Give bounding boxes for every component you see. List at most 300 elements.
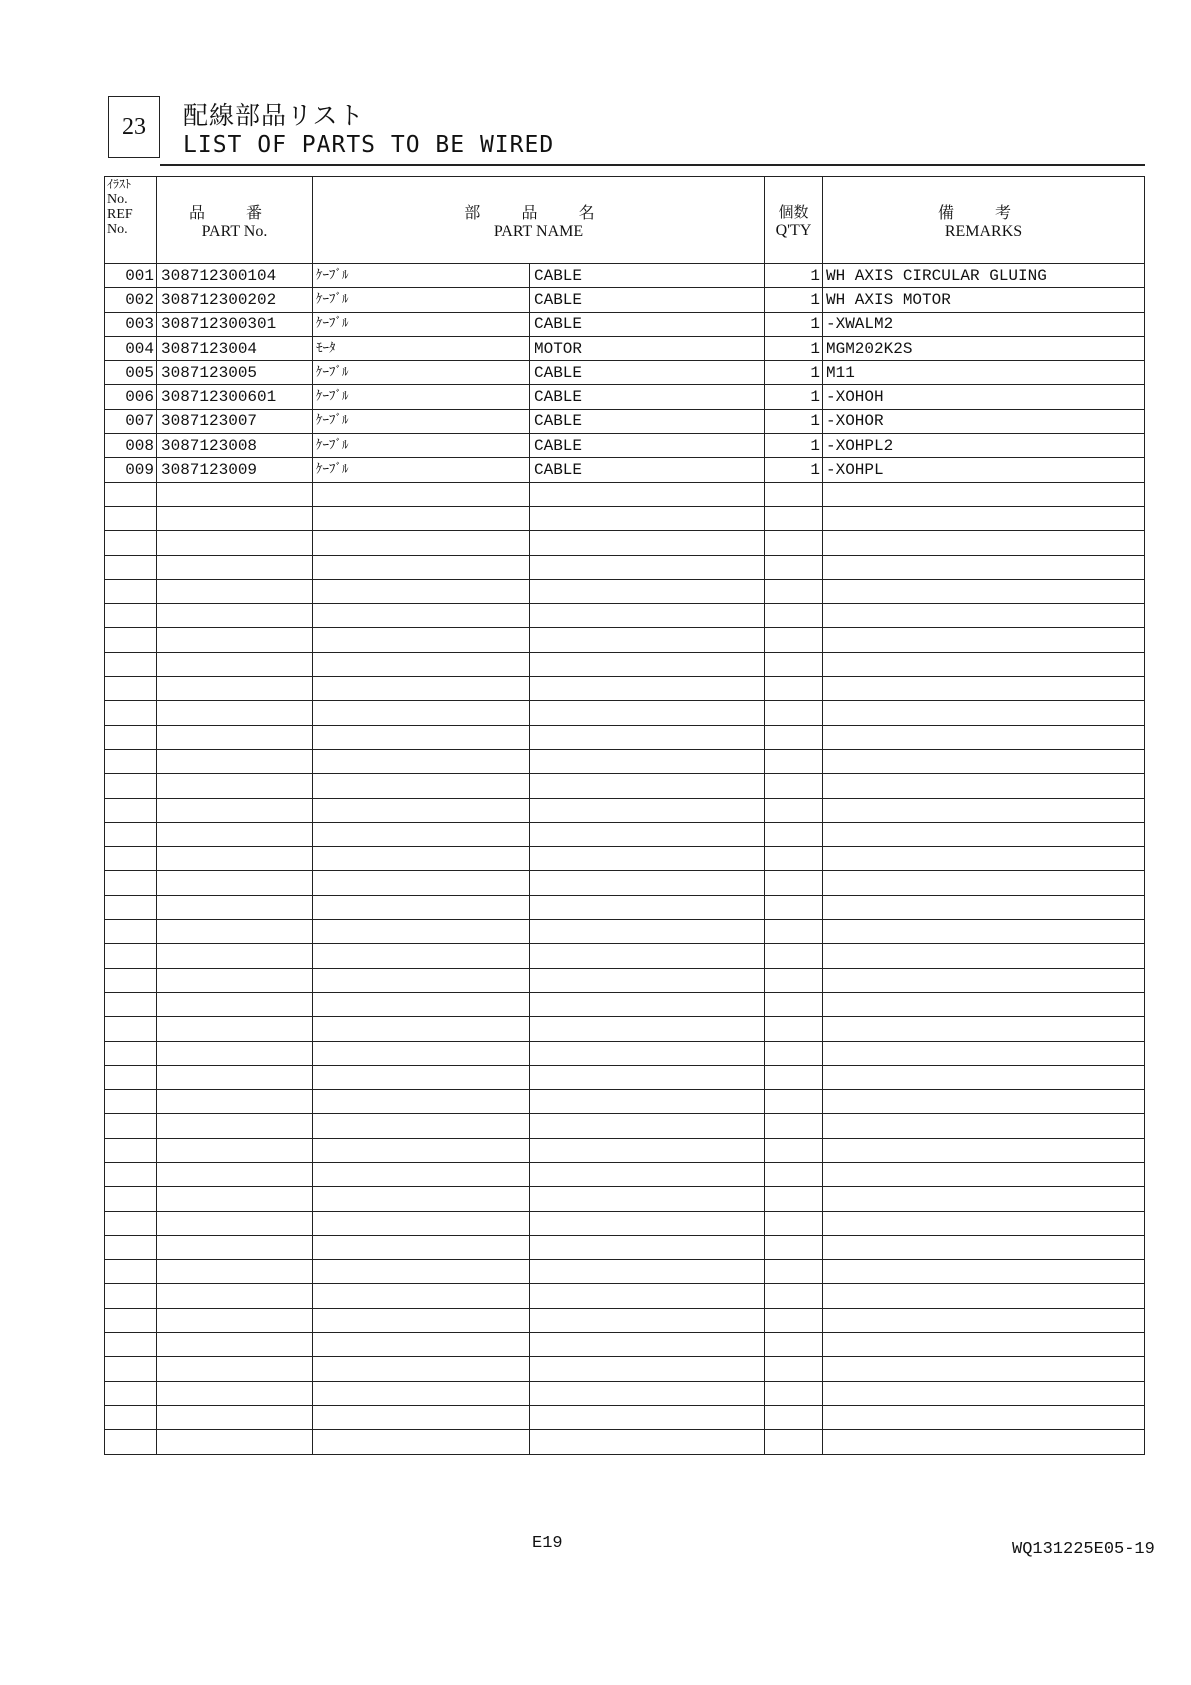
qty-cell: 1 <box>765 264 823 288</box>
part-no-cell <box>157 871 313 895</box>
part-name-jp-cell <box>313 1211 530 1235</box>
table-row <box>105 458 1145 482</box>
empty-table-row <box>105 701 1145 725</box>
empty-table-row <box>105 725 1145 749</box>
qty-cell <box>765 1211 823 1235</box>
title-japanese: 配線部品リスト <box>183 101 365 130</box>
ref-cell <box>105 1405 157 1429</box>
part-name-jp-cell <box>313 1065 530 1089</box>
part-name-en-cell: CABLE <box>530 409 765 433</box>
part-no-cell <box>157 1041 313 1065</box>
remarks-cell: WH AXIS MOTOR <box>823 288 1145 312</box>
part-name-en-cell <box>530 725 765 749</box>
qty-cell: 1 <box>765 312 823 336</box>
ref-cell <box>105 1430 157 1454</box>
part-name-jp-cell <box>313 1357 530 1381</box>
qty-cell <box>765 1284 823 1308</box>
ref-cell <box>105 628 157 652</box>
part-name-en-cell <box>530 531 765 555</box>
part-name-en-cell <box>530 1162 765 1186</box>
qty-cell: 1 <box>765 409 823 433</box>
remarks-cell <box>823 482 1145 506</box>
part-name-jp-cell <box>313 677 530 701</box>
remarks-cell: -XWALM2 <box>823 312 1145 336</box>
part-name-en-cell <box>530 1284 765 1308</box>
empty-table-row <box>105 579 1145 603</box>
part-name-en-cell <box>530 555 765 579</box>
empty-table-row <box>105 1114 1145 1138</box>
part-no-cell: 308712300104 <box>157 264 313 288</box>
empty-table-row <box>105 604 1145 628</box>
part-no-cell <box>157 1065 313 1089</box>
qty-cell <box>765 482 823 506</box>
header-remarks-jp: 備 考 <box>937 202 1030 222</box>
part-name-jp-cell <box>313 1138 530 1162</box>
remarks-cell <box>823 1090 1145 1114</box>
part-name-en-cell <box>530 1235 765 1259</box>
remarks-cell <box>823 604 1145 628</box>
part-name-en-cell <box>530 798 765 822</box>
part-name-jp-cell: ｹｰﾌﾞﾙ <box>313 288 530 312</box>
qty-cell <box>765 506 823 530</box>
ref-cell <box>105 992 157 1016</box>
part-name-en-cell <box>530 701 765 725</box>
ref-cell <box>105 555 157 579</box>
ref-cell: 003 <box>105 312 157 336</box>
qty-cell <box>765 555 823 579</box>
part-name-jp-cell <box>313 555 530 579</box>
empty-table-row <box>105 822 1145 846</box>
qty-cell: 1 <box>765 361 823 385</box>
ref-cell <box>105 944 157 968</box>
qty-cell <box>765 895 823 919</box>
part-no-cell <box>157 1017 313 1041</box>
qty-cell <box>765 944 823 968</box>
part-name-jp-cell <box>313 1090 530 1114</box>
part-name-jp-cell <box>313 944 530 968</box>
qty-cell <box>765 652 823 676</box>
remarks-cell <box>823 1114 1145 1138</box>
part-no-cell <box>157 482 313 506</box>
part-name-en-cell <box>530 1381 765 1405</box>
qty-cell <box>765 1017 823 1041</box>
part-name-en-cell <box>530 628 765 652</box>
qty-cell: 1 <box>765 336 823 360</box>
part-no-cell <box>157 749 313 773</box>
part-name-jp-cell <box>313 725 530 749</box>
part-name-en-cell <box>530 506 765 530</box>
part-name-jp-cell <box>313 822 530 846</box>
part-no-cell <box>157 1405 313 1429</box>
qty-cell <box>765 774 823 798</box>
part-name-jp-cell <box>313 652 530 676</box>
qty-cell <box>765 725 823 749</box>
remarks-cell <box>823 628 1145 652</box>
table-row <box>105 288 1145 312</box>
part-no-cell <box>157 1162 313 1186</box>
qty-cell <box>765 822 823 846</box>
header-part-name-en: PART NAME <box>493 222 584 240</box>
remarks-cell: -XOHPL <box>823 458 1145 482</box>
part-name-en-cell <box>530 1333 765 1357</box>
ref-cell <box>105 1114 157 1138</box>
part-no-cell <box>157 920 313 944</box>
part-name-en-cell <box>530 895 765 919</box>
part-no-cell <box>157 604 313 628</box>
qty-cell <box>765 798 823 822</box>
part-no-cell: 3087123007 <box>157 409 313 433</box>
empty-table-row <box>105 895 1145 919</box>
ref-cell <box>105 1308 157 1332</box>
part-name-en-cell <box>530 968 765 992</box>
empty-table-row <box>105 1381 1145 1405</box>
ref-cell <box>105 506 157 530</box>
empty-table-row <box>105 920 1145 944</box>
empty-table-row <box>105 628 1145 652</box>
part-name-jp-cell <box>313 482 530 506</box>
empty-table-row <box>105 944 1145 968</box>
remarks-cell <box>823 1405 1145 1429</box>
empty-table-row <box>105 1138 1145 1162</box>
part-name-en-cell: CABLE <box>530 434 765 458</box>
part-name-en-cell <box>530 1430 765 1454</box>
header-remarks-en: REMARKS <box>944 222 1023 240</box>
title-underline <box>160 164 1145 166</box>
remarks-cell <box>823 822 1145 846</box>
part-name-en-cell <box>530 871 765 895</box>
qty-cell <box>765 992 823 1016</box>
empty-table-row <box>105 847 1145 871</box>
remarks-cell <box>823 555 1145 579</box>
ref-cell <box>105 652 157 676</box>
ref-cell <box>105 920 157 944</box>
ref-cell <box>105 604 157 628</box>
part-no-cell <box>157 555 313 579</box>
qty-cell <box>765 968 823 992</box>
part-no-cell: 3087123008 <box>157 434 313 458</box>
empty-table-row <box>105 1211 1145 1235</box>
empty-table-row <box>105 1357 1145 1381</box>
ref-cell <box>105 482 157 506</box>
empty-table-row <box>105 506 1145 530</box>
qty-cell <box>765 1138 823 1162</box>
part-name-jp-cell <box>313 1017 530 1041</box>
empty-table-row <box>105 531 1145 555</box>
part-no-cell <box>157 895 313 919</box>
remarks-cell <box>823 1211 1145 1235</box>
part-no-cell <box>157 677 313 701</box>
part-no-cell <box>157 798 313 822</box>
part-name-jp-cell <box>313 871 530 895</box>
part-no-cell <box>157 1114 313 1138</box>
ref-cell <box>105 1138 157 1162</box>
part-no-cell <box>157 1430 313 1454</box>
part-name-jp-cell <box>313 506 530 530</box>
part-name-en-cell <box>530 1017 765 1041</box>
remarks-cell <box>823 1138 1145 1162</box>
part-no-cell <box>157 1260 313 1284</box>
part-no-cell <box>157 652 313 676</box>
part-name-jp-cell: ｹｰﾌﾞﾙ <box>313 312 530 336</box>
ref-cell <box>105 871 157 895</box>
part-name-jp-cell <box>313 774 530 798</box>
remarks-cell <box>823 652 1145 676</box>
ref-cell <box>105 1017 157 1041</box>
ref-cell <box>105 1333 157 1357</box>
part-name-en-cell: CABLE <box>530 288 765 312</box>
part-no-cell <box>157 1211 313 1235</box>
qty-cell <box>765 1405 823 1429</box>
part-name-en-cell <box>530 1138 765 1162</box>
remarks-cell <box>823 895 1145 919</box>
remarks-cell: -XOHOR <box>823 409 1145 433</box>
ref-cell <box>105 822 157 846</box>
ref-cell <box>105 1284 157 1308</box>
remarks-cell <box>823 944 1145 968</box>
empty-table-row <box>105 677 1145 701</box>
part-name-jp-cell <box>313 531 530 555</box>
part-name-jp-cell <box>313 1162 530 1186</box>
part-no-cell <box>157 701 313 725</box>
part-name-en-cell <box>530 920 765 944</box>
part-no-cell <box>157 1357 313 1381</box>
part-name-jp-cell <box>313 1381 530 1405</box>
header-ref-line: No. <box>107 222 128 237</box>
qty-cell <box>765 1187 823 1211</box>
header-ref-line: ｲﾗｽﾄ <box>107 177 132 191</box>
part-name-en-cell <box>530 1187 765 1211</box>
part-name-en-cell <box>530 604 765 628</box>
remarks-cell <box>823 920 1145 944</box>
ref-cell <box>105 847 157 871</box>
ref-cell <box>105 968 157 992</box>
remarks-cell <box>823 1017 1145 1041</box>
remarks-cell <box>823 1357 1145 1381</box>
ref-cell <box>105 1357 157 1381</box>
part-no-cell <box>157 1090 313 1114</box>
ref-cell <box>105 749 157 773</box>
part-no-cell <box>157 774 313 798</box>
qty-cell <box>765 1308 823 1332</box>
qty-cell <box>765 920 823 944</box>
header-ref-no <box>105 177 157 264</box>
remarks-cell <box>823 1162 1145 1186</box>
part-no-cell <box>157 847 313 871</box>
part-no-cell <box>157 725 313 749</box>
qty-cell <box>765 701 823 725</box>
qty-cell <box>765 579 823 603</box>
part-name-en-cell <box>530 944 765 968</box>
header-part-no <box>157 177 313 264</box>
table-row <box>105 409 1145 433</box>
remarks-cell <box>823 1187 1145 1211</box>
part-name-en-cell: MOTOR <box>530 336 765 360</box>
qty-cell <box>765 531 823 555</box>
remarks-cell <box>823 968 1145 992</box>
part-name-en-cell <box>530 677 765 701</box>
remarks-cell <box>823 1430 1145 1454</box>
part-name-en-cell: CABLE <box>530 458 765 482</box>
qty-cell <box>765 1333 823 1357</box>
part-name-jp-cell <box>313 701 530 725</box>
remarks-cell <box>823 1041 1145 1065</box>
ref-cell: 004 <box>105 336 157 360</box>
qty-cell <box>765 749 823 773</box>
part-name-en-cell <box>530 847 765 871</box>
part-name-jp-cell <box>313 1284 530 1308</box>
part-name-en-cell <box>530 579 765 603</box>
remarks-cell: M11 <box>823 361 1145 385</box>
ref-cell <box>105 579 157 603</box>
page-number: E19 <box>532 1534 563 1553</box>
remarks-cell <box>823 992 1145 1016</box>
remarks-cell <box>823 1235 1145 1259</box>
ref-cell <box>105 1065 157 1089</box>
qty-cell <box>765 677 823 701</box>
part-name-jp-cell <box>313 604 530 628</box>
ref-cell <box>105 1211 157 1235</box>
qty-cell <box>765 1090 823 1114</box>
part-name-en-cell <box>530 1211 765 1235</box>
header-qty-jp: 個数 <box>778 202 809 221</box>
empty-table-row <box>105 1308 1145 1332</box>
remarks-cell <box>823 774 1145 798</box>
remarks-cell: -XOHOH <box>823 385 1145 409</box>
part-name-jp-cell <box>313 1405 530 1429</box>
remarks-cell <box>823 1381 1145 1405</box>
ref-cell <box>105 1381 157 1405</box>
part-name-en-cell <box>530 992 765 1016</box>
part-name-jp-cell: ｹｰﾌﾞﾙ <box>313 409 530 433</box>
ref-cell: 008 <box>105 434 157 458</box>
part-no-cell <box>157 1284 313 1308</box>
part-name-en-cell <box>530 652 765 676</box>
ref-cell: 001 <box>105 264 157 288</box>
header-part-no-jp: 品 番 <box>188 202 281 222</box>
ref-cell: 002 <box>105 288 157 312</box>
part-name-jp-cell <box>313 1260 530 1284</box>
part-no-cell: 308712300601 <box>157 385 313 409</box>
part-name-jp-cell: ｹｰﾌﾞﾙ <box>313 361 530 385</box>
empty-table-row <box>105 968 1145 992</box>
table-row <box>105 264 1145 288</box>
part-name-en-cell <box>530 1308 765 1332</box>
empty-table-row <box>105 1090 1145 1114</box>
qty-cell <box>765 1114 823 1138</box>
part-no-cell <box>157 1187 313 1211</box>
part-name-en-cell <box>530 1065 765 1089</box>
empty-table-row <box>105 1041 1145 1065</box>
part-name-jp-cell <box>313 1041 530 1065</box>
header-part-name <box>313 177 765 264</box>
remarks-cell: MGM202K2S <box>823 336 1145 360</box>
ref-cell <box>105 701 157 725</box>
part-name-jp-cell <box>313 1187 530 1211</box>
remarks-cell <box>823 1260 1145 1284</box>
ref-cell <box>105 1235 157 1259</box>
qty-cell <box>765 1162 823 1186</box>
qty-cell <box>765 1065 823 1089</box>
qty-cell <box>765 1357 823 1381</box>
empty-table-row <box>105 749 1145 773</box>
part-no-cell <box>157 992 313 1016</box>
part-name-en-cell <box>530 1357 765 1381</box>
part-name-jp-cell: ｹｰﾌﾞﾙ <box>313 458 530 482</box>
part-name-jp-cell <box>313 798 530 822</box>
part-name-en-cell <box>530 1090 765 1114</box>
document-code: WQ131225E05-19 <box>1012 1540 1155 1559</box>
empty-table-row <box>105 1065 1145 1089</box>
part-name-jp-cell <box>313 579 530 603</box>
remarks-cell <box>823 506 1145 530</box>
empty-table-row <box>105 1405 1145 1429</box>
part-name-jp-cell <box>313 628 530 652</box>
ref-cell <box>105 677 157 701</box>
remarks-cell <box>823 701 1145 725</box>
remarks-cell <box>823 1333 1145 1357</box>
part-name-en-cell <box>530 774 765 798</box>
ref-cell <box>105 798 157 822</box>
header-ref-line: No. <box>107 192 128 207</box>
section-number: 23 <box>108 96 160 158</box>
part-name-jp-cell: ｹｰﾌﾞﾙ <box>313 264 530 288</box>
ref-cell <box>105 1090 157 1114</box>
qty-cell <box>765 1041 823 1065</box>
part-name-jp-cell: ｹｰﾌﾞﾙ <box>313 434 530 458</box>
ref-cell: 009 <box>105 458 157 482</box>
ref-cell <box>105 725 157 749</box>
part-name-jp-cell <box>313 992 530 1016</box>
remarks-cell <box>823 847 1145 871</box>
empty-table-row <box>105 1430 1145 1454</box>
table-row <box>105 361 1145 385</box>
empty-table-row <box>105 1187 1145 1211</box>
remarks-cell: WH AXIS CIRCULAR GLUING <box>823 264 1145 288</box>
part-name-jp-cell <box>313 1333 530 1357</box>
empty-table-row <box>105 555 1145 579</box>
part-no-cell <box>157 1138 313 1162</box>
part-name-en-cell: CABLE <box>530 361 765 385</box>
empty-table-row <box>105 1162 1145 1186</box>
part-no-cell <box>157 1333 313 1357</box>
part-no-cell <box>157 944 313 968</box>
table-row <box>105 336 1145 360</box>
header-part-name-jp: 部 品 名 <box>464 202 613 222</box>
part-no-cell: 308712300301 <box>157 312 313 336</box>
qty-cell: 1 <box>765 288 823 312</box>
qty-cell <box>765 871 823 895</box>
table-row <box>105 385 1145 409</box>
qty-cell <box>765 604 823 628</box>
ref-cell: 006 <box>105 385 157 409</box>
empty-table-row <box>105 1017 1145 1041</box>
ref-cell <box>105 1260 157 1284</box>
part-name-en-cell: CABLE <box>530 312 765 336</box>
ref-cell <box>105 531 157 555</box>
part-name-jp-cell: ﾓｰﾀ <box>313 336 530 360</box>
empty-table-row <box>105 482 1145 506</box>
part-name-jp-cell: ｹｰﾌﾞﾙ <box>313 385 530 409</box>
part-name-jp-cell <box>313 749 530 773</box>
ref-cell <box>105 1162 157 1186</box>
empty-table-row <box>105 992 1145 1016</box>
remarks-cell <box>823 1308 1145 1332</box>
part-no-cell <box>157 531 313 555</box>
part-name-jp-cell <box>313 1114 530 1138</box>
header-qty-en: Q'TY <box>775 221 812 239</box>
empty-table-row <box>105 798 1145 822</box>
part-name-jp-cell <box>313 920 530 944</box>
